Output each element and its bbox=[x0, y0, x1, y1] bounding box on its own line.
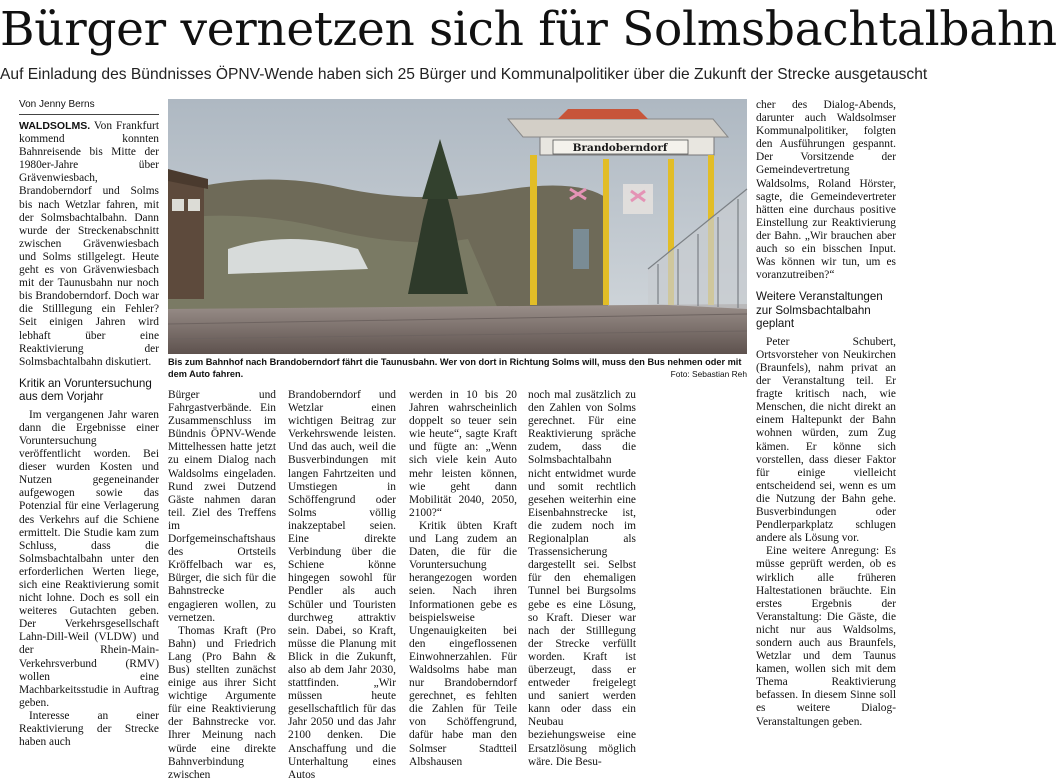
station-photo-illustration bbox=[168, 99, 747, 354]
subhead-kritik: Kritik an Voruntersuchung aus dem Vorjahr bbox=[19, 376, 152, 404]
column-4 bbox=[409, 389, 517, 768]
photo-caption-text: Bis zum Bahnhof nach Brandoberndorf fährt die Taunusbahn. Wer von dort in Richtung Solms will, muss den Bus nehmen oder mit dem Auto fahren. bbox=[168, 357, 742, 379]
paragraph-kraft-lang: Thomas Kraft (Pro Bahn) und Friedrich Lang (Pro Bahn & Bus) stellten zunächst einige aus ihrer Sicht wichtige Argumente für eine Reaktivierung der Bahnstrecke vor. Ihrer Meinung nach würde eine direkte Bahnverbindung zwischen bbox=[168, 624, 276, 781]
article-photo bbox=[168, 99, 747, 354]
paragraph-interesse: Interesse an einer Reaktivierung der Strecke haben auch bbox=[19, 709, 159, 749]
article-subheadline: Auf Einladung des Bündnisses ÖPNV-Wende haben sich 25 Bürger und Kommunalpolitiker über die Zukunft der Strecke ausgetauscht bbox=[0, 66, 928, 83]
column-5 bbox=[528, 389, 636, 768]
photo-caption bbox=[168, 357, 747, 381]
paragraph-anregung: Eine weitere Anregung: Es müsse geprüft werden, ob es wirklich alle früheren Haltestationen bräuchte. Ein erstes Ergebnis der Veranstaltung: Die Gäste, die nicht nur aus Waldsolms, sondern auch aus Braunfels, Wetzlar und dem Taunus kamen, wollen sich mit dem Thema Reaktivierung befassen. In diesem Sinne soll es weitere Dialog-Veranstaltungen geben. bbox=[756, 545, 896, 728]
column-6 bbox=[756, 99, 896, 728]
article-byline: Von Jenny Berns bbox=[19, 99, 159, 115]
paragraph-verkehrswende: Brandoberndorf und Wetzlar einen wichtigen Beitrag zur Verkehrswende leisten. Und das auch, weil die Busverbindungen mit langen Fahrtzeiten und Umstiegen in Schöffengrund oder Solms völlig inakzeptabel seien. Eine direkte Verbindung über die Schiene könne hingegen sowohl für Pendler als auch Schüler und Touristen durchweg attraktiv sein. Dabei, so Kraft, müsse die Planung mit Blick in die Zukunft, also ab dem Jahr 2030, stattfinden. „Wir müssen heute gesellschaftlich für das Jahr 2050 und das Jahr 2100 denken. Die Anschaffung und die Unterhaltung eines Autos bbox=[288, 389, 396, 781]
station-sign-text: Brandoberndorf bbox=[572, 142, 668, 154]
paragraph-besucher: cher des Dialog-Abends, darunter auch Waldsolmser Kommunalpolitiker, folgten den Ausführungen gespannt. Der Vorsitzende der Gemeindevertretung Waldsolms, Roland Hörster, sagte, die Gemeindevertreter hätten eine durchaus positive Einstellung zur Reaktivierung der Bahn. „Wir brauchen aber auch so ein bisschen Input. Was können wir tun, um es voranzutreiben?“ bbox=[756, 99, 896, 282]
dateline: WALDSOLMS. bbox=[19, 120, 91, 132]
column-2 bbox=[168, 389, 276, 781]
article-headline: Bürger vernetzen sich für Solmsbachtalbahn bbox=[0, 2, 1057, 57]
column-3 bbox=[288, 389, 396, 781]
photo-credit: Foto: Sebastian Reh bbox=[665, 369, 747, 381]
column-1 bbox=[19, 120, 159, 749]
paragraph-daten-kritik: Kritik übten Kraft und Lang zudem an Daten, die für die Voruntersuchung herangezogen worden seien. Nach ihren Informationen gebe es beispielsweise Ungenauigkeiten bei den eingeflossenen Einwohnerzahlen. Für Waldsolms habe man nur Brandoberndorf gerechnet, es fehlten die Zahlen für Teile von Schöffengrund, dafür habe man den Solmser Stadtteil Albshausen bbox=[409, 519, 517, 768]
paragraph-schubert: Peter Schubert, Ortsvorsteher von Neukirchen (Braunfels), nahm privat an der Veranstaltung teil. Er fragte kritisch nach, wie Menschen, die nicht direkt an einem Haltepunkt der Bahn wohnen würden, zum Zug kämen. Er könne sich vorstellen, dass dieser Faktor für einige vielleicht entscheidend sei, wenn es um die Nutzung der Bahn gehe. Busverbindungen oder Pendlerparkplatz schlugen andere als Lösung vor. bbox=[756, 335, 896, 545]
intro-text: Von Frankfurt kommend konnten Bahnreisende bis Mitte der 1980er-Jahre über Grävenwiesbach, Brandoberndorf und Solms bis nach Wetzlar fahren, mit der Solmsbachtalbahn. Dann wurde der Streckenabschnitt zwischen Grävenwiesbach und Solms stillgelegt. Heute geht es von Grävenwiesbach mit der Taunusbahn nur noch bis Brandoberndorf. Doch war die Stilllegung ein Fehler? Seit einigen Jahren wird lebhaft über eine Reaktivierung der Solmsbachtalbahn diskutiert. bbox=[19, 120, 159, 368]
intro-paragraph bbox=[19, 120, 159, 369]
paragraph-buerger: Bürger und Fahrgastverbände. Ein Zusammenschluss im Bündnis ÖPNV-Wende Mittelhessen hatte jetzt zu einem Dialog nach Waldsolms eingeladen. Rund zwei Dutzend Gäste nahmen daran teil. Ziel des Treffens im Dorfgemeinschaftshaus des Ortsteils Kröffelbach war es, Bürger, die sich für die Bahnstrecke engagieren wollen, zu vernetzen. bbox=[168, 389, 276, 624]
paragraph-kosten: werden in 10 bis 20 Jahren wahrscheinlich doppelt so teuer sein wie heute“, sagte Kraft und fügte an: „Wenn sich viele kein Auto mehr leisten können, wie geht dann Mobilität 2040, 2050, 2100?“ bbox=[409, 389, 517, 519]
paragraph-entwidmung: noch mal zusätzlich zu den Zahlen von Solms gerechnet. Für eine Reaktivierung spräche zudem, dass die Solmsbachtalbahn nicht entwidmet wurde und somit rechtlich gesehen weiterhin eine Eisenbahnstrecke ist, die zudem noch im Regionalplan als Trassensicherung dargestellt sei. Selbst für den ehemaligen Tunnel bei Burgsolms gebe es eine Lösung, so Kraft. Dieser war nach der Stilllegung der Strecke verfüllt worden. Kraft ist überzeugt, dass er entweder freigelegt und saniert werden kann oder dass ein Neubau beziehungsweise eine Ersatzlösung möglich wäre. Die Besu- bbox=[528, 389, 636, 768]
subhead-veranstaltungen: Weitere Veranstaltungen zur Solmsbachtalbahn geplant bbox=[756, 290, 883, 331]
paragraph-voruntersuchung: Im vergangenen Jahr waren dann die Ergebnisse einer Voruntersuchung veröffentlicht worden. Bei dieser wurden Kosten und Nutzen gegeneinander aufgewogen sowie das Potenzial für eine Verlagerung des Verkehrs auf die Schiene ermittelt. Die Studie kam zum Schluss, dass die Solmsbachtalbahn unter den erforderlichen Werten liege, sich eine Reaktivierung somit nicht lohne. Doch es soll ein weiteres Gutachten geben. Der Verkehrsgesellschaft Lahn-Dill-Weil (VLDW) und der Rhein-Main-Verkehrsverbund (RMV) wollen eine Machbarkeitsstudie in Auftrag geben. bbox=[19, 408, 159, 709]
